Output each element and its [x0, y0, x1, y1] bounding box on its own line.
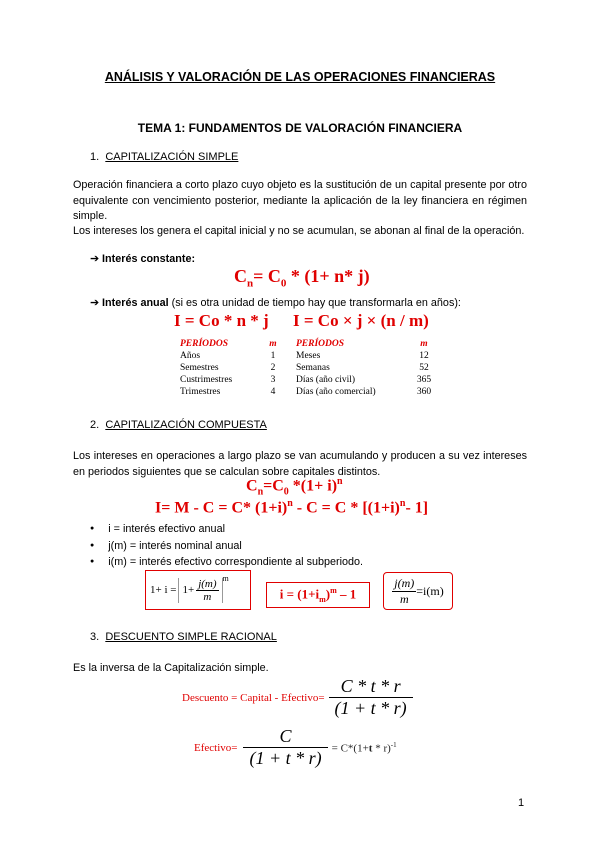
interes-anual-label: Interés anual: [102, 297, 169, 309]
descuento-formula: [182, 676, 413, 719]
list-item: ● j(m) = interés nominal anual: [90, 539, 363, 556]
s1-paragraph-2: Los intereses los genera el capital inicial y no se acumulan, se abonan al final de la operación.: [73, 225, 525, 237]
m-cell: 365: [416, 375, 432, 385]
periods-header: PERÍODOS: [296, 339, 345, 349]
descuento-denominator: (1 + t * r): [334, 698, 407, 718]
box1-denominator: m: [203, 590, 212, 603]
m-cell: 52: [419, 363, 429, 373]
formula-i-compuesta: I= M - C = C* $(1+i)^n - C = C * [(1+i)^n-$ 1]: [155, 498, 429, 517]
periods-header: PERÍODOS: [180, 339, 229, 349]
table-row: [176, 386, 443, 398]
section-3-heading: [90, 631, 277, 643]
table-row: [176, 374, 443, 386]
efectivo-fraction: [243, 726, 327, 769]
box1-numerator: j(m): [198, 577, 217, 590]
formula-i-simple-1: I = Co * n * j: [174, 311, 269, 330]
formula-cn-simple: $C_n= C_0 * (1+ n*$ j): [234, 266, 370, 290]
box1-exponent: m: [222, 574, 229, 583]
definitions-list: [90, 522, 363, 572]
m-cell: 2: [270, 363, 276, 373]
efectivo-numerator: C: [243, 726, 327, 748]
interes-constante-label: Interés constante:: [102, 253, 196, 265]
document-subtitle: TEMA 1: FUNDAMENTOS DE VALORACIÓN FINANCIERA: [137, 121, 463, 135]
box1-one-plus: 1+: [182, 584, 195, 596]
box1-bracket: [178, 578, 222, 603]
box3-rhs: =i(m): [416, 583, 444, 598]
box3-fraction: [392, 576, 416, 607]
formula-cn-compuesta: $C_n=C_0$ $*(1+ i)^n$: [246, 476, 343, 498]
section-3-label: DESCUENTO SIMPLE RACIONAL: [105, 631, 277, 643]
section-2-number: 2.: [90, 419, 100, 431]
period-cell: Semanas: [296, 363, 330, 373]
section-1-label: CAPITALIZACIÓN SIMPLE: [105, 151, 239, 163]
period-cell: Meses: [296, 351, 321, 361]
period-cell: Trimestres: [180, 387, 221, 397]
table-row: [176, 350, 443, 362]
box1-lhs: 1+ i =: [150, 584, 177, 596]
box3-numerator: j(m): [394, 575, 415, 590]
m-cell: 360: [416, 387, 432, 397]
m-cell: 1: [270, 351, 276, 361]
efectivo-denominator: (1 + t * r): [249, 748, 322, 768]
efectivo-formula: [194, 726, 397, 769]
document-title: ANÁLISIS Y VALORACIÓN DE LAS OPERACIONES FINANCIERAS: [104, 70, 496, 84]
box3-denominator: m: [399, 591, 409, 606]
m-cell: 4: [270, 387, 276, 397]
s2-paragraph: Los intereses en operaciones a largo plazo se van acumulando y producen a su vez intereses en periodos siguientes que se calculan sobre capitales distintos.: [73, 450, 527, 478]
section-2-heading: [90, 419, 267, 431]
efectivo-rhs: = $C*(1+t * r)^{-1}$: [331, 740, 397, 755]
m-header: m: [420, 339, 428, 349]
descuento-numerator: C * t * r: [329, 676, 413, 698]
m-header: m: [269, 339, 277, 349]
s3-paragraph: Es la inversa de la Capitalización simple.: [73, 662, 269, 674]
period-cell: Custrimestres: [180, 375, 233, 385]
period-cell: Días (año civil): [296, 375, 356, 385]
descuento-label: Descuento = Capital - Efectivo=: [182, 691, 325, 704]
section-2-label: CAPITALIZACIÓN COMPUESTA: [105, 419, 267, 431]
table-row: [176, 362, 443, 374]
descuento-fraction: [329, 676, 413, 719]
page-number: 1: [518, 797, 525, 809]
interes-anual-item: [90, 296, 461, 309]
list-item: ● i = interés efectivo anual: [90, 522, 363, 539]
formula-i-simple-2: I = Co × j × (n / m): [293, 311, 429, 330]
periods-header-row: [176, 338, 443, 350]
interes-anual-note: (si es otra unidad de tiempo hay que transformarla en años):: [168, 297, 461, 309]
formula-box-3: [383, 572, 453, 610]
formula-box-2: $i = (1+i_m)^m - 1$: [266, 582, 370, 608]
m-cell: 3: [270, 375, 276, 385]
list-item: ● i(m) = interés efectivo correspondiente al subperiodo.: [90, 555, 363, 572]
efectivo-label: Efectivo=: [194, 741, 238, 754]
periods-table: [176, 338, 443, 398]
period-cell: Años: [180, 351, 201, 361]
section-3-number: 3.: [90, 631, 100, 643]
section-1-heading: [90, 151, 238, 163]
section-1-number: 1.: [90, 151, 100, 163]
m-cell: 12: [419, 351, 429, 361]
box1-fraction: [196, 578, 218, 603]
arrow-icon: ➔: [90, 297, 100, 309]
formula-box-1: [145, 570, 251, 610]
period-cell: Semestres: [180, 363, 219, 373]
period-cell: Días (año comercial): [296, 387, 376, 397]
s1-paragraph-1: Operación financiera a corto plazo cuyo objeto es la sustitución de un capital presente por otro equivalente con vencimiento posterior, mediante la aplicación de la ley financiera en régimen simple.: [73, 179, 527, 222]
arrow-icon: ➔: [90, 253, 100, 265]
interes-constante-item: [90, 252, 195, 265]
